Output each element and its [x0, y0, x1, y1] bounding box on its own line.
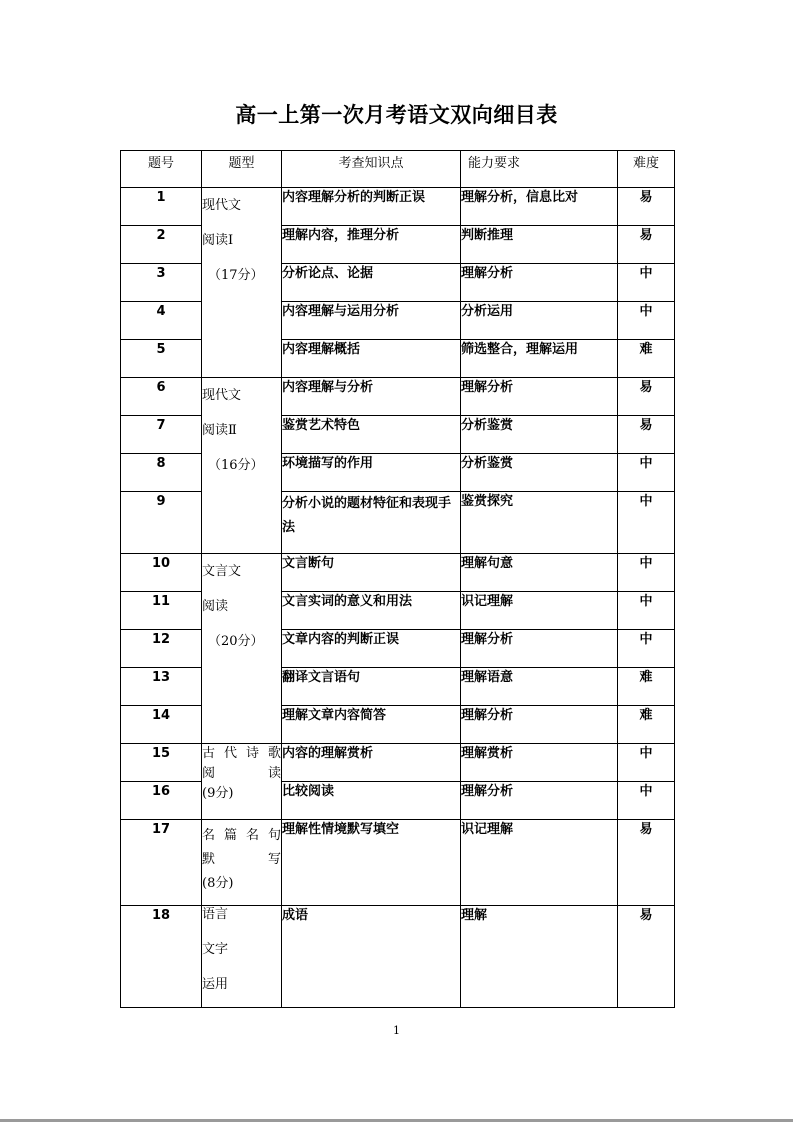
difficulty-level: 中	[618, 454, 675, 492]
question-type-line: 文字	[202, 942, 229, 957]
question-number: 3	[121, 264, 202, 302]
difficulty-level: 中	[618, 302, 675, 340]
document-title: 高一上第一次月考语文双向细目表	[235, 103, 558, 127]
question-number: 5	[121, 340, 202, 378]
question-type-line: （16分）	[208, 458, 264, 473]
knowledge-point: 理解内容，推理分析	[282, 226, 461, 264]
question-type-line: (9分)	[202, 786, 234, 801]
question-type-cell	[202, 554, 282, 744]
question-type-line: 名篇名句	[202, 828, 281, 843]
question-type-line: 古代诗歌	[202, 746, 281, 761]
knowledge-point: 翻译文言语句	[282, 668, 461, 706]
difficulty-level: 中	[618, 264, 675, 302]
knowledge-point: 理解性情境默写填空	[282, 820, 461, 906]
difficulty-level: 易	[618, 378, 675, 416]
knowledge-point: 文言断句	[282, 554, 461, 592]
question-type-line: 阅 读	[202, 766, 281, 781]
ability-requirement: 理解分析，信息比对	[461, 188, 618, 226]
table-row	[121, 744, 675, 782]
difficulty-level: 易	[618, 416, 675, 454]
detail-table	[120, 150, 675, 1008]
question-type-cell	[202, 820, 282, 906]
question-number: 9	[121, 492, 202, 554]
difficulty-level: 易	[618, 906, 675, 1008]
ability-requirement: 判断推理	[461, 226, 618, 264]
ability-requirement: 鉴赏探究	[461, 492, 618, 554]
difficulty-level: 难	[618, 668, 675, 706]
difficulty-level: 难	[618, 340, 675, 378]
question-number: 12	[121, 630, 202, 668]
question-type-line: 文言文	[202, 564, 242, 579]
ability-requirement: 分析鉴赏	[461, 454, 618, 492]
knowledge-point: 分析小说的题材特征和表现手法	[282, 492, 461, 554]
difficulty-level: 中	[618, 492, 675, 554]
ability-requirement: 理解分析	[461, 264, 618, 302]
question-type-line: 默 写	[202, 852, 281, 867]
difficulty-level: 易	[618, 820, 675, 906]
table-row	[121, 378, 675, 416]
difficulty-level: 中	[618, 592, 675, 630]
knowledge-point: 比较阅读	[282, 782, 461, 820]
question-number: 4	[121, 302, 202, 340]
ability-requirement: 理解分析	[461, 782, 618, 820]
knowledge-point: 文章内容的判断正误	[282, 630, 461, 668]
ability-requirement: 识记理解	[461, 592, 618, 630]
header-type: 题型	[202, 151, 282, 188]
question-type-line: 阅读	[202, 599, 229, 614]
difficulty-level: 中	[618, 744, 675, 782]
knowledge-point: 内容理解与分析	[282, 378, 461, 416]
question-number: 14	[121, 706, 202, 744]
question-type-cell	[202, 744, 282, 820]
question-type-line: 现代文	[202, 388, 242, 403]
question-type-cell	[202, 906, 282, 1008]
ability-requirement: 理解分析	[461, 630, 618, 668]
question-type-line: 阅读Ⅱ	[202, 423, 237, 438]
question-type-line: （17分）	[208, 268, 264, 283]
difficulty-level: 易	[618, 226, 675, 264]
ability-requirement: 理解	[461, 906, 618, 1008]
knowledge-point: 内容理解与运用分析	[282, 302, 461, 340]
question-number: 10	[121, 554, 202, 592]
question-number: 17	[121, 820, 202, 906]
ability-requirement: 识记理解	[461, 820, 618, 906]
question-number: 1	[121, 188, 202, 226]
ability-requirement: 理解语意	[461, 668, 618, 706]
header-knowledge: 考查知识点	[282, 151, 461, 188]
table-row	[121, 820, 675, 906]
question-number: 16	[121, 782, 202, 820]
ability-requirement: 理解分析	[461, 706, 618, 744]
header-ability: 能力要求	[461, 151, 618, 188]
knowledge-point: 鉴赏艺术特色	[282, 416, 461, 454]
question-number: 11	[121, 592, 202, 630]
table-row	[121, 906, 675, 1008]
knowledge-point: 理解文章内容简答	[282, 706, 461, 744]
question-number: 13	[121, 668, 202, 706]
knowledge-point: 成语	[282, 906, 461, 1008]
difficulty-level: 中	[618, 782, 675, 820]
header-num: 题号	[121, 151, 202, 188]
knowledge-point: 内容的理解赏析	[282, 744, 461, 782]
ability-requirement: 理解句意	[461, 554, 618, 592]
ability-requirement: 分析鉴赏	[461, 416, 618, 454]
question-number: 7	[121, 416, 202, 454]
table-row	[121, 554, 675, 592]
question-number: 6	[121, 378, 202, 416]
knowledge-point: 内容理解概括	[282, 340, 461, 378]
question-number: 18	[121, 906, 202, 1008]
difficulty-level: 中	[618, 630, 675, 668]
ability-requirement: 理解分析	[461, 378, 618, 416]
question-type-line: 现代文	[202, 198, 242, 213]
difficulty-level: 易	[618, 188, 675, 226]
ability-requirement: 分析运用	[461, 302, 618, 340]
table-header-row	[121, 151, 675, 188]
header-difficulty: 难度	[618, 151, 675, 188]
table-row	[121, 188, 675, 226]
knowledge-point: 文言实词的意义和用法	[282, 592, 461, 630]
question-number: 15	[121, 744, 202, 782]
question-type-cell	[202, 188, 282, 378]
question-number: 2	[121, 226, 202, 264]
knowledge-point: 内容理解分析的判断正误	[282, 188, 461, 226]
question-type-line: （20分）	[208, 634, 264, 649]
difficulty-level: 中	[618, 554, 675, 592]
question-type-line: (8分)	[202, 876, 234, 891]
knowledge-point: 环境描写的作用	[282, 454, 461, 492]
difficulty-level: 难	[618, 706, 675, 744]
ability-requirement: 筛选整合，理解运用	[461, 340, 618, 378]
ability-requirement: 理解赏析	[461, 744, 618, 782]
question-type-line: 阅读Ⅰ	[202, 233, 234, 248]
question-number: 8	[121, 454, 202, 492]
question-type-line: 语言	[202, 907, 229, 922]
question-type-cell	[202, 378, 282, 554]
knowledge-point: 分析论点、论据	[282, 264, 461, 302]
question-type-line: 运用	[202, 977, 229, 992]
page-number: 1	[393, 1024, 400, 1037]
